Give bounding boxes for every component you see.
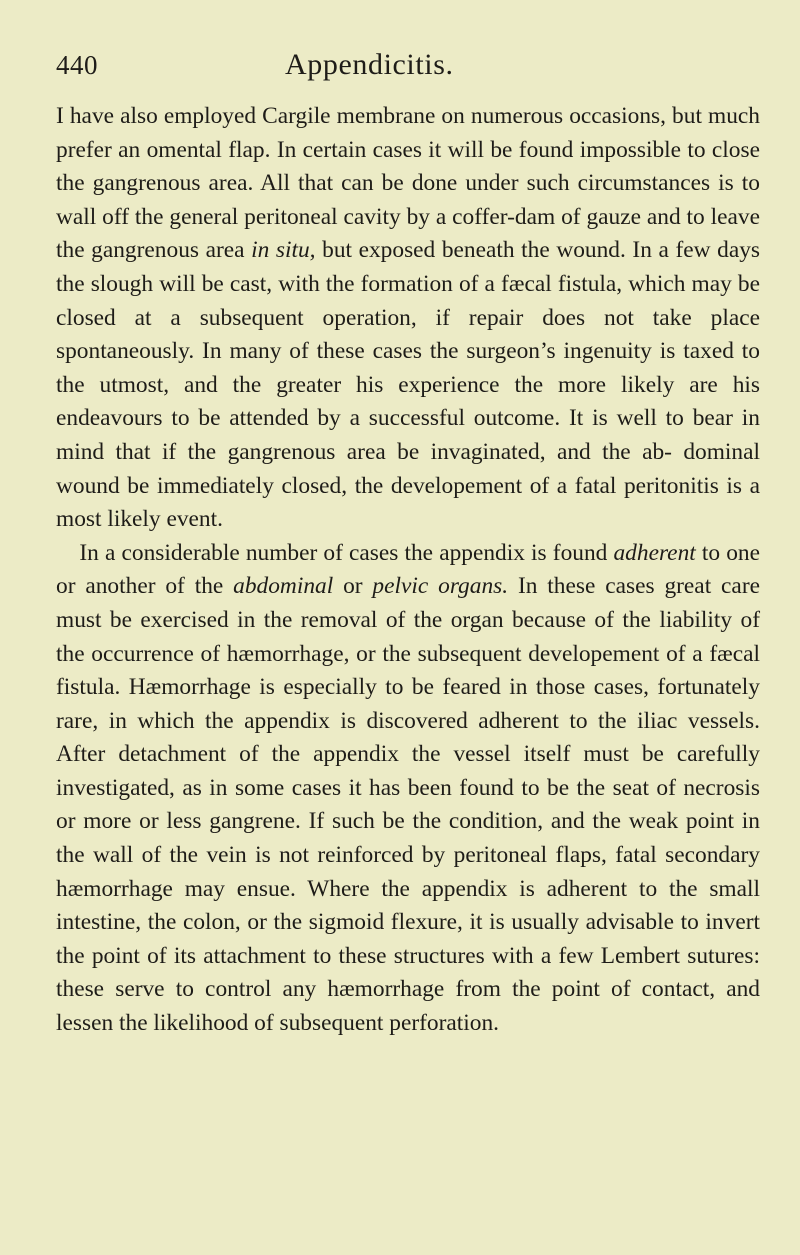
paragraph-2-text-1: In a considerable number of cases the appendix is found <box>79 539 614 566</box>
paragraph-1-italic-in-situ: in situ, <box>251 237 316 264</box>
paragraph-1 <box>56 100 760 537</box>
paragraph-2-italic-abdominal: abdominal <box>233 573 334 600</box>
paragraph-2-text-3: or <box>333 573 373 600</box>
paragraph-1-text-2: but exposed beneath the wound. In a few days the slough will be cast, with the formation of a fæcal fistula, which may be closed at a subsequent operation, if repair does not take place spontaneously. In many of these cases the surgeon’s ingenuity is taxed to the utmost, and the greater his experience the more likely are his endeavours to be attended by a successful outcome. It is well to bear in mind that if the gangrenous area be invaginated, and the ab- dominal wound be immediately closed, the developement of a fatal peritonitis is a most likely event. <box>56 237 760 533</box>
running-title: Appendicitis. <box>285 48 454 81</box>
paragraph-2-text-2: to one or another of the <box>56 539 760 600</box>
paragraph-2 <box>56 537 760 1041</box>
paragraph-2-text-4: In these cases great care must be exercised in the removal of the organ because of the liability of the occurrence of hæmorrhage, or the subsequent developement of a fæcal fistula. Hæmorrhage is especially to be feared in those cases, fortunately rare, in which the appendix is discovered adherent to the iliac vessels. After detachment of the appendix the vessel itself must be carefully investigated, as in some cases it has been found to be the seat of necrosis or more or less gangrene. If such be the condition, and the weak point in the wall of the vein is not reinforced by peritoneal flaps, fatal secondary hæmorrhage may ensue. Where the appendix is adherent to the small intestine, the colon, or the sigmoid flexure, it is usually advisable to invert the point of its attachment to these structures with a few Lembert sutures: these serve to control any hæmorrhage from the point of contact, and lessen the likelihood of subsequent perforation. <box>56 573 760 1037</box>
paragraph-2-italic-adherent: adherent <box>613 539 696 566</box>
paragraph-2-italic-pelvic-organs: pelvic organs. <box>372 573 509 600</box>
page-header <box>56 50 760 90</box>
body-text <box>56 100 760 1041</box>
paragraph-1-text-1: I have also employed Cargile membrane on numerous occasions, but much prefer an omental flap. In certain cases it will be found impossible to close the gangrenous area. All that can be done under such circumstances is to wall off the general peritoneal cavity by a coffer-dam of gauze and to leave the gangrenous area <box>56 103 760 264</box>
page-number: 440 <box>56 50 98 80</box>
